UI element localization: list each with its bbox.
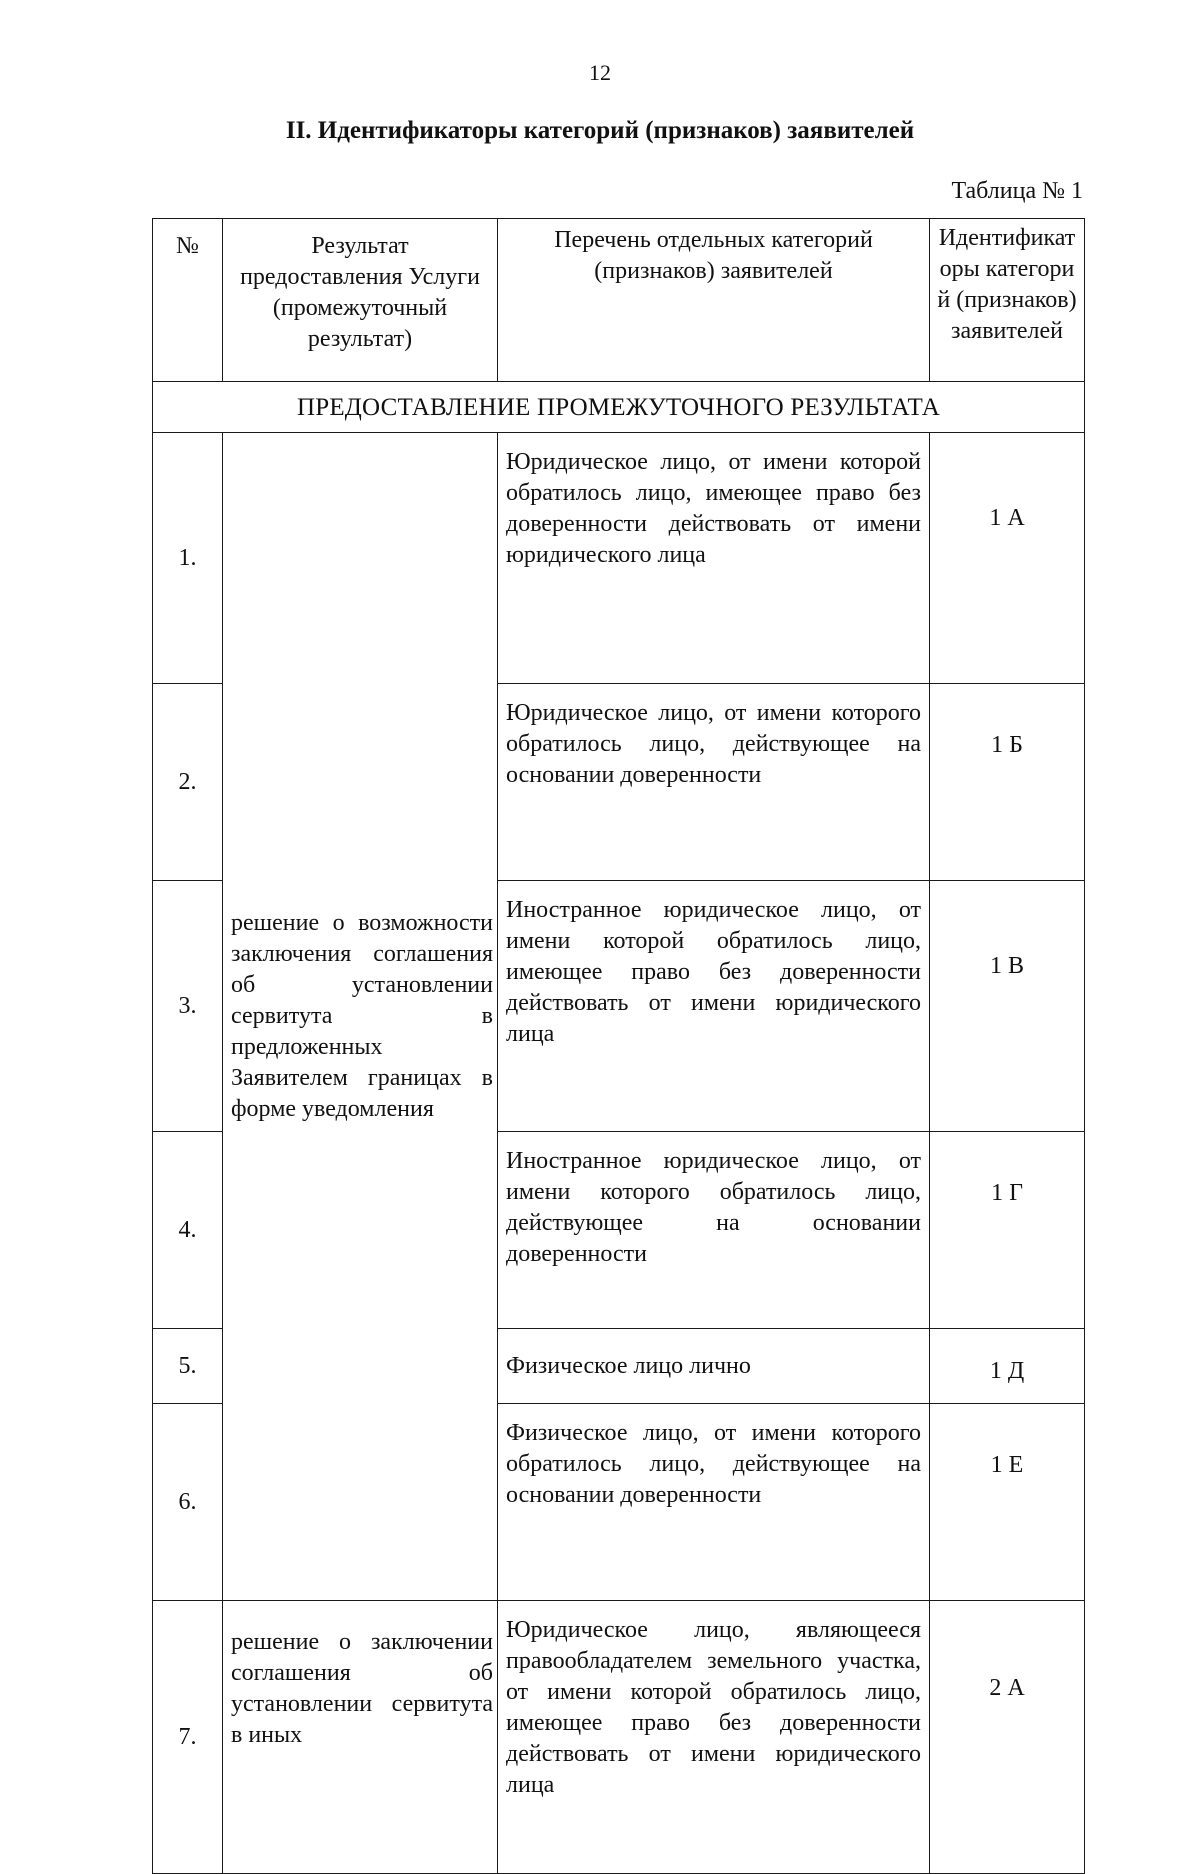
row-number: 3. [153,881,223,1132]
table-row [153,1601,1085,1874]
identifier-cell: 1 В [930,881,1085,1132]
table-row [153,433,1085,684]
category-cell: Физическое лицо, от имени которого обратилось лицо, действующее на основании доверенности [498,1404,930,1601]
row-number: 4. [153,1132,223,1329]
category-cell: Иностранное юридическое лицо, от имени которого обратилось лицо, действующее на основании доверенности [498,1132,930,1329]
identifier-cell: 2 А [930,1601,1085,1874]
category-cell: Юридическое лицо, являющееся правообладателем земельного участка, от имени которой обратилось лицо, имеющее право без доверенности действовать от имени юридического лица [498,1601,930,1874]
header-identifiers: Идентификаторы категорий (признаков) заявителей [930,219,1085,382]
identifier-cell: 1 Е [930,1404,1085,1601]
identifier-cell: 1 Д [930,1329,1085,1404]
row-number: 7. [153,1601,223,1874]
category-cell: Иностранное юридическое лицо, от имени которой обратилось лицо, имеющее право без доверенности действовать от имени юридического лица [498,881,930,1132]
category-cell: Физическое лицо лично [498,1329,930,1404]
band-title: ПРЕДОСТАВЛЕНИЕ ПРОМЕЖУТОЧНОГО РЕЗУЛЬТАТА [153,382,1085,433]
applicant-categories-table [152,218,1085,1874]
table-caption: Таблица № 1 [951,178,1083,204]
row-number: 5. [153,1329,223,1404]
row-number: 6. [153,1404,223,1601]
result-cell: решение о возможности заключения соглашения об установлении сервитута в предложенных Заявителем границах в форме уведомления [223,433,498,1601]
identifier-cell: 1 А [930,433,1085,684]
page-number: 12 [589,60,611,85]
table-header-row [153,219,1085,382]
header-number: № [153,219,223,382]
identifier-cell: 1 Г [930,1132,1085,1329]
row-number: 2. [153,684,223,881]
identifier-cell: 1 Б [930,684,1085,881]
row-number: 1. [153,433,223,684]
result-cell: решение о заключении соглашения об установлении сервитута в иных [223,1601,498,1874]
category-cell: Юридическое лицо, от имени которой обратилось лицо, имеющее право без доверенности действовать от имени юридического лица [498,433,930,684]
table-band-row [153,382,1085,433]
section-title: II. Идентификаторы категорий (признаков) заявителей [285,117,915,144]
header-result: Результат предоставления Услуги (промежуточный результат) [223,219,498,382]
header-categories: Перечень отдельных категорий (признаков) заявителей [498,219,930,382]
category-cell: Юридическое лицо, от имени которого обратилось лицо, действующее на основании доверенности [498,684,930,881]
